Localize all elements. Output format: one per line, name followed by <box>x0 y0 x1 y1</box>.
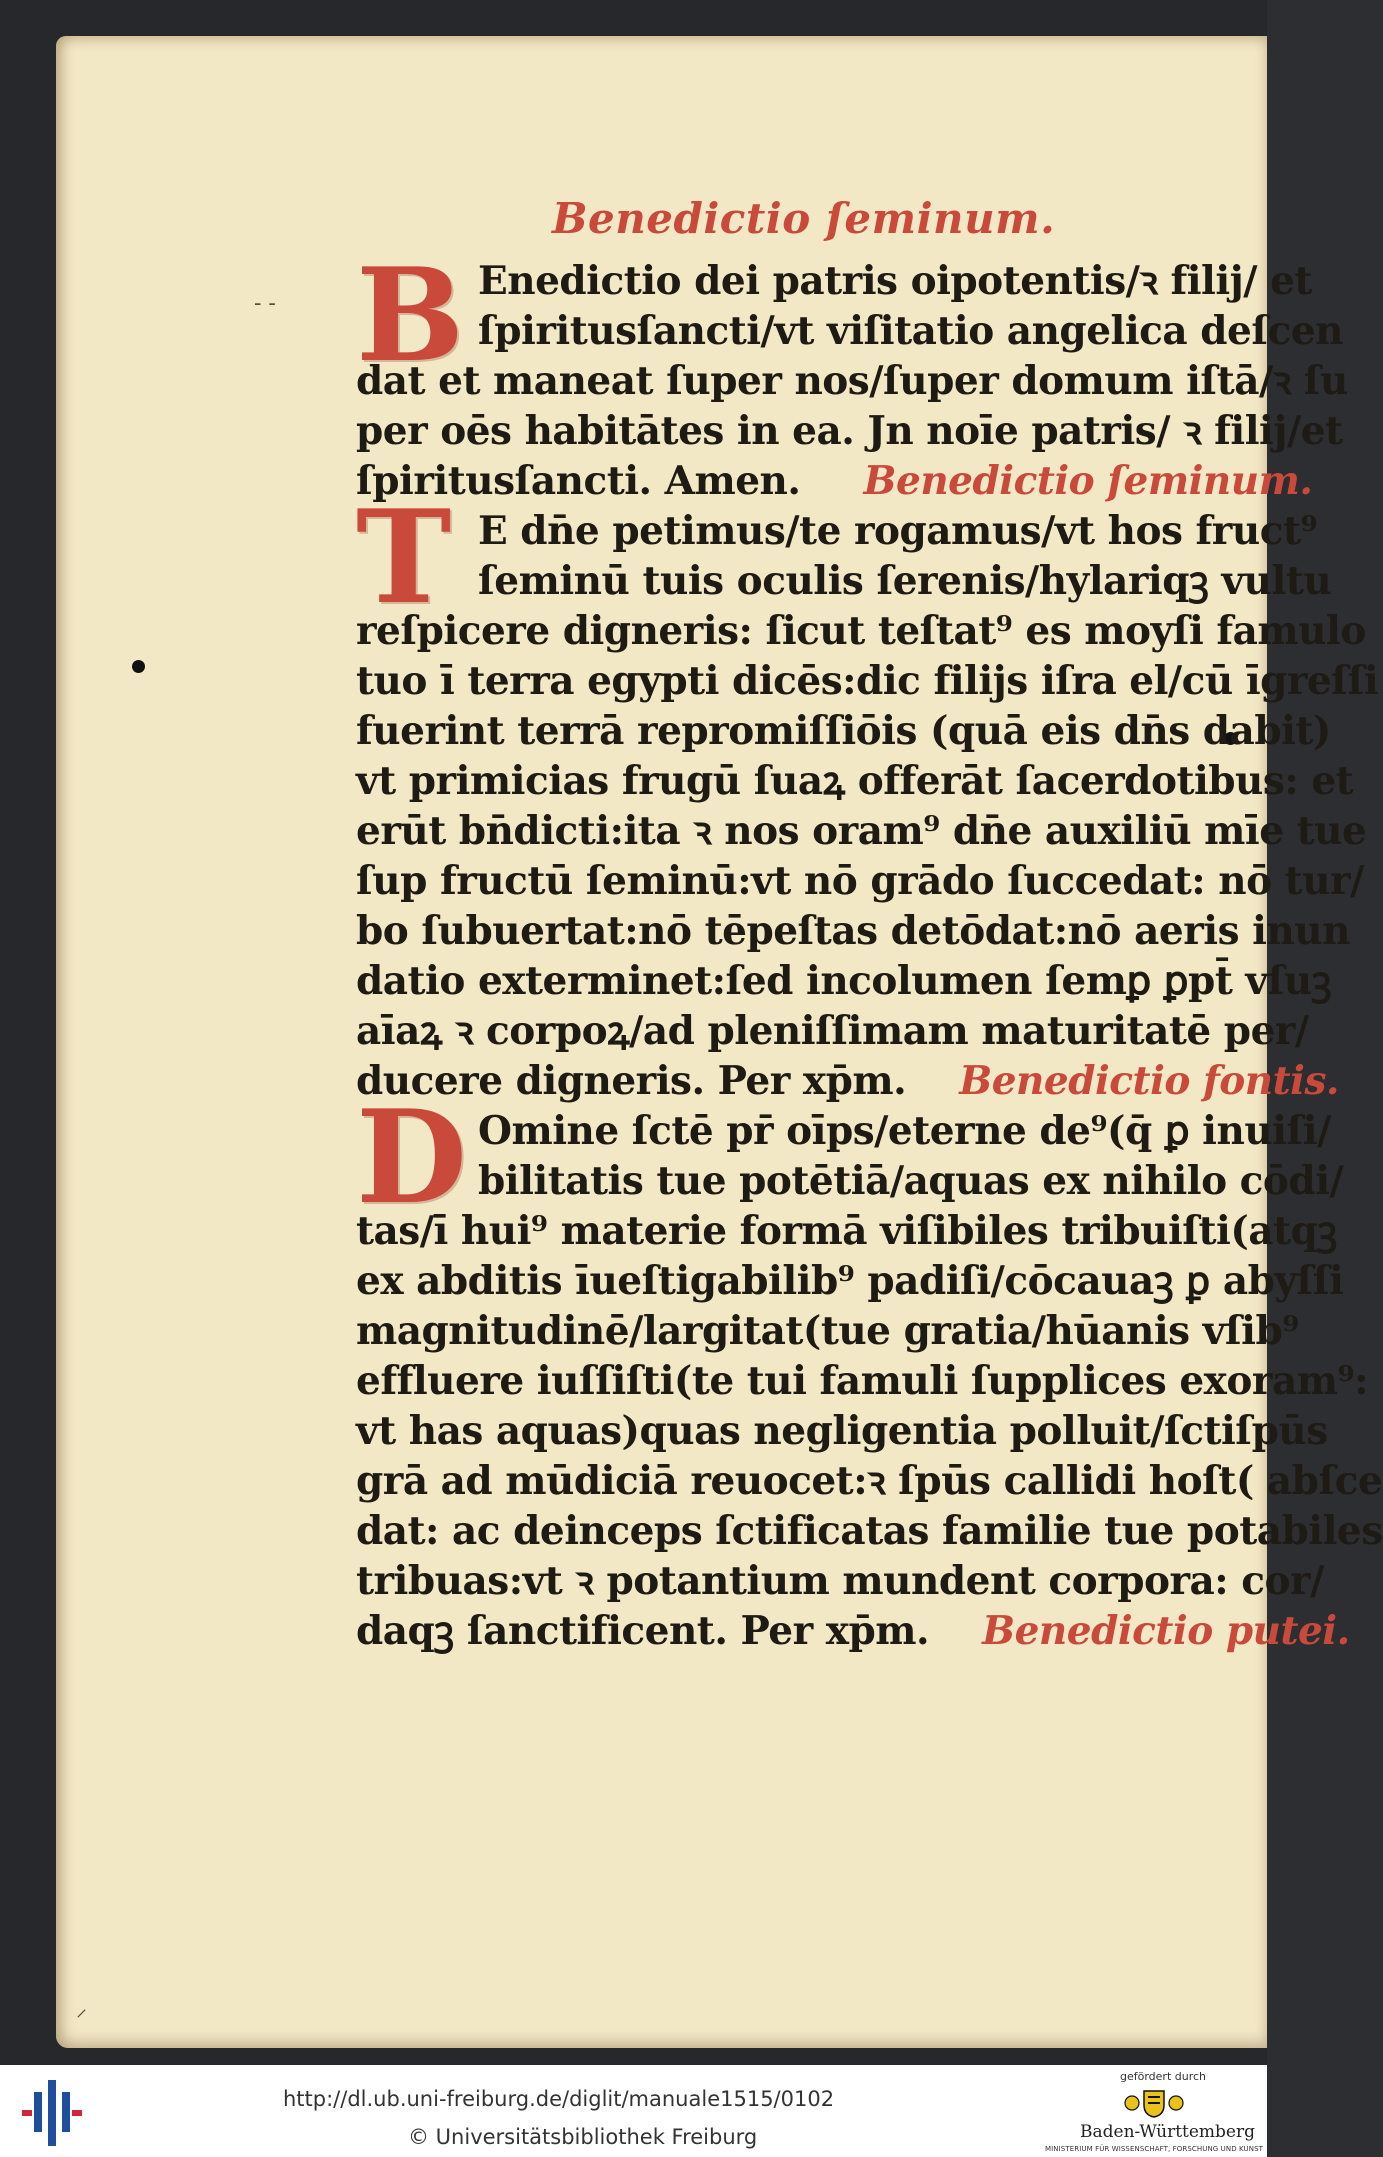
text-line: per oēs habitātes in ea. Jn noīe patris/ ꝛ filij/et <box>356 408 1343 454</box>
sponsor-name: Baden-Württemberg <box>1080 2122 1255 2142</box>
text-line: bilitatis tue potētiā/aquas ex nihilo cōdi/ <box>478 1158 1344 1204</box>
sponsor-label: gefördert durch <box>1120 2070 1207 2083</box>
text-line: tas/ī hui⁹ materie formā viſibiles tribuiſti(atqꝫ <box>356 1208 1337 1254</box>
text-line: tuo ī terra egypti dicēs:dic filijs iſra el/cū īgreſſi <box>356 658 1379 704</box>
university-logo-icon <box>22 2080 82 2146</box>
initial-letter-t: T <box>356 483 452 633</box>
text-line: erūt bn̄dicti:ita ꝛ nos oram⁹ dn̄e auxiliū mīe tue <box>356 808 1367 854</box>
text-line-content: daqꝫ ſanctificent. Per xp̄m. <box>356 1608 930 1654</box>
text-line <box>356 1606 1350 1656</box>
text-line: magnitudinē/largitat(tue gratia/hūanis vſib⁹ <box>356 1308 1299 1354</box>
viewer-footer <box>0 2065 1267 2157</box>
text-line: datio exterminet:ſed incolumen ſemꝑ ꝑpt̄ vſuꝫ <box>356 958 1332 1004</box>
text-line: effluere iuſſiſti(te tui famuli ſupplices exoram⁹: <box>356 1358 1368 1404</box>
text-line: ſpiritusſancti/vt viſitatio angelica deſcen <box>478 308 1344 354</box>
text-line: dat: ac deinceps ſctificatas familie tue potabiles <box>356 1508 1383 1554</box>
margin-mark: - - <box>254 291 276 316</box>
text-line-content: ducere digneris. Per xp̄m. <box>356 1058 907 1104</box>
ink-dot <box>132 660 145 673</box>
text-line-content: ſpiritusſancti. Amen. <box>356 458 801 504</box>
text-line: bo ſubuertat:nō tēpeſtas detōdat:nō aeris inun <box>356 908 1350 954</box>
book-page <box>56 36 1383 2048</box>
text-line: E dn̄e petimus/te rogamus/vt hos fruct⁹ <box>478 508 1318 554</box>
margin-mark: ⸍ <box>76 2006 88 2031</box>
initial-letter-b: B <box>356 241 465 391</box>
rubric-heading: Benedictio fontis. <box>959 1058 1339 1104</box>
copyright-text: © Universitätsbibliothek Freiburg <box>408 2125 758 2149</box>
initial-letter-d: D <box>356 1083 467 1233</box>
text-line: Omine ſctē pr̄ oīps/eterne de⁹(q̄ ꝑ inuiſi/ <box>478 1108 1331 1154</box>
text-line <box>356 1056 1339 1106</box>
rubric-heading: Benedictio ſeminum. <box>863 458 1313 504</box>
text-line <box>356 456 1312 506</box>
page-title: Benedictio ſeminum. <box>552 194 1056 243</box>
text-line: ex abditis īueſtigabilib⁹ padiſi/cōcauaꝫ ꝑ abyſſi <box>356 1258 1344 1304</box>
text-line: vt primicias frugū ſuaꝝ offerāt ſacerdotibus: et <box>356 758 1354 804</box>
text-line: reſpicere digneris: ſicut teſtat⁹ es moyſi famulo <box>356 608 1366 654</box>
permalink-link[interactable]: http://dl.ub.uni-freiburg.de/diglit/manuale1515/0102 <box>283 2087 835 2111</box>
text-line: ſup fructū ſeminū:vt nō grādo ſuccedat: nō tur/ <box>356 858 1364 904</box>
text-line: grā ad mūdiciā reuocet:ꝛ ſpūs callidi hoſt( abſce <box>356 1458 1383 1504</box>
text-line: ſeminū tuis oculis ſerenis/hylariqꝫ vultu <box>478 558 1332 604</box>
sponsor-subtitle: MINISTERIUM FÜR WISSENSCHAFT, FORSCHUNG UND KUNST <box>1045 2145 1264 2153</box>
text-line: fuerint terrā repromiſſiōis (quā eis dn̄s dabit) <box>356 708 1331 754</box>
coat-of-arms-icon <box>1122 2087 1186 2119</box>
text-line: Enedictio dei patris oipotentis/ꝛ filij/ et <box>478 258 1312 304</box>
text-line: aīaꝝ ꝛ corpoꝝ/ad pleniſſimam maturitatē per/ <box>356 1008 1309 1054</box>
text-line: tribuas:vt ꝛ potantium mundent corpora: cor/ <box>356 1558 1324 1604</box>
rubric-heading: Benedictio putei. <box>982 1608 1350 1654</box>
text-line: dat et maneat ſuper nos/ſuper domum iſtā/ꝛ ſu <box>356 358 1348 404</box>
text-line: vt has aquas)quas negligentia polluit/ſctiſpūs <box>356 1408 1328 1454</box>
